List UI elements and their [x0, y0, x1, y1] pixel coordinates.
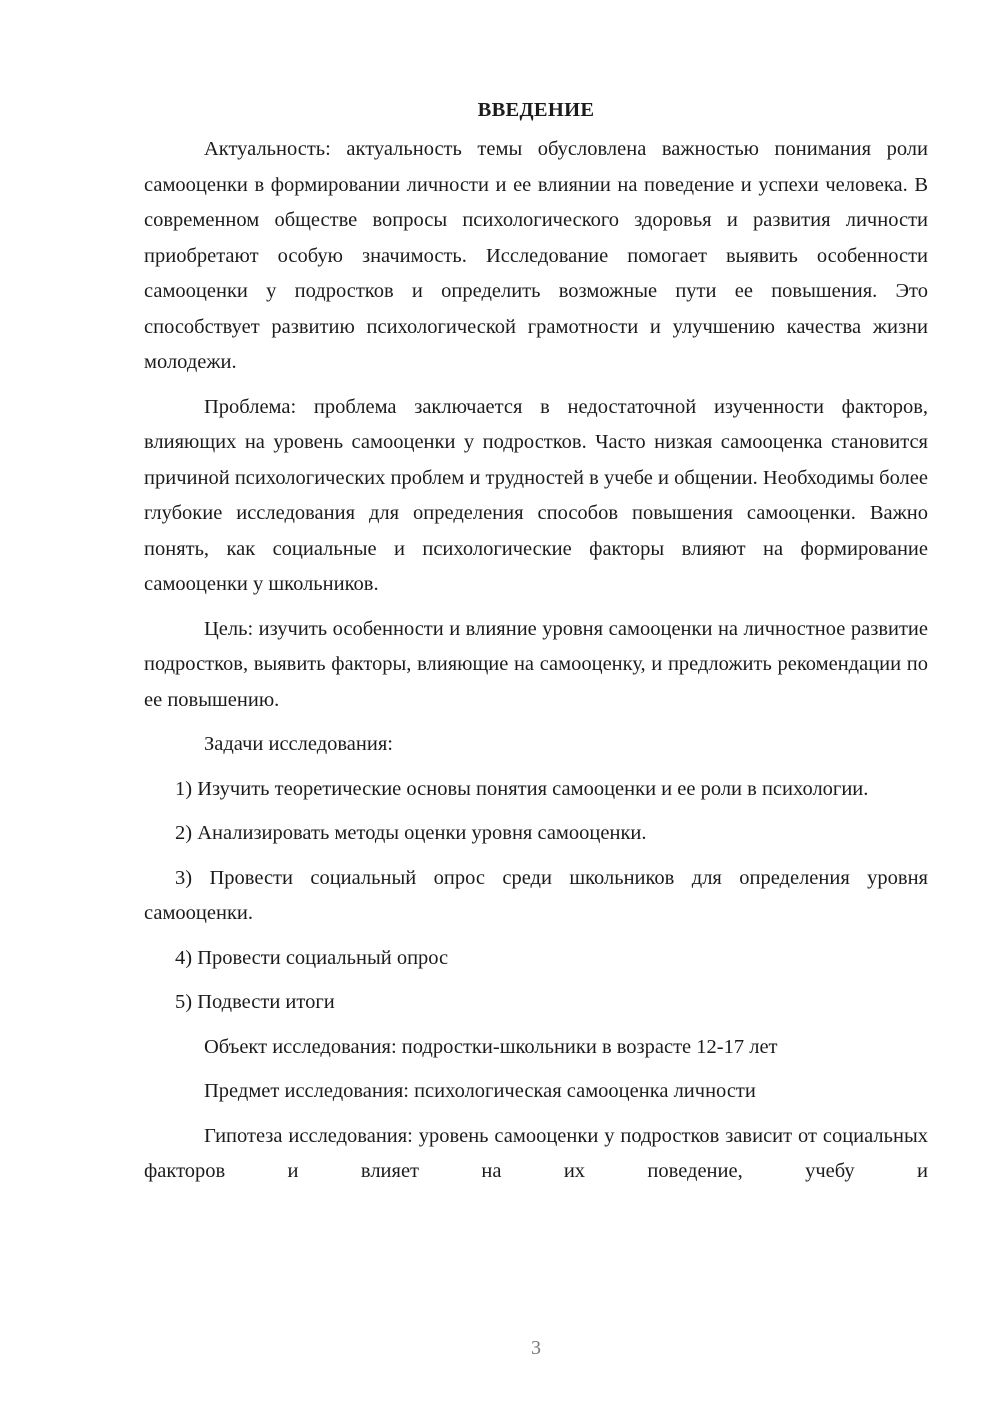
task-item-4: 4) Провести социальный опрос — [175, 946, 449, 969]
task-item-3: 3) Провести социальный опрос среди школьников для определения уровня самооценки. — [144, 866, 928, 924]
section-title: ВВЕДЕНИЕ — [477, 99, 595, 121]
subject-paragraph: Предмет исследования: психологическая самооценка личности — [204, 1080, 756, 1102]
hypothesis-paragraph: Гипотеза исследования: уровень самооценки у подростков зависит от социальных факторов и влияет на их поведение, учебу и — [144, 1124, 928, 1182]
goal-paragraph: Цель: изучить особенности и влияние уровня самооценки на личностное развитие подростков, выявить факторы, влияющие на самооценку, и предложить рекомендации по ее повышению. — [144, 617, 928, 711]
object-paragraph: Объект исследования: подростки-школьники в возрасте 12-17 лет — [204, 1035, 778, 1058]
relevance-paragraph: Актуальность: актуальность темы обусловлена важностью понимания роли самооценки в формировании личности и ее влиянии на поведение и успехи человека. В современном обществе вопросы психологического здоровья и развития личности приобретают особую значимость. Исследование помогает выявить особенности самооценки у подростков и определить возможные пути ее повышения. Это способствует развитию психологической грамотности и улучшению качества жизни молодежи. — [144, 138, 928, 373]
tasks-heading: Задачи исследования: — [204, 733, 393, 755]
page-content — [144, 92, 928, 1199]
page-number: 3 — [531, 1337, 541, 1359]
problem-paragraph: Проблема: проблема заключается в недостаточной изученности факторов, влияющих на уровень самооценки у подростков. Часто низкая самооценка становится причиной психологических проблем и трудностей в учебе и общении. Необходимы более глубокие исследования для определения способов повышения самооценки. Важно понять, как социальные и психологические факторы влияют на формирование самооценки у школьников. — [144, 395, 928, 595]
task-item-2: 2) Анализировать методы оценки уровня самооценки. — [175, 822, 647, 844]
task-item-1: 1) Изучить теоретические основы понятия самооценки и ее роли в психологии. — [175, 777, 869, 800]
task-item-5: 5) Подвести итоги — [175, 991, 335, 1013]
